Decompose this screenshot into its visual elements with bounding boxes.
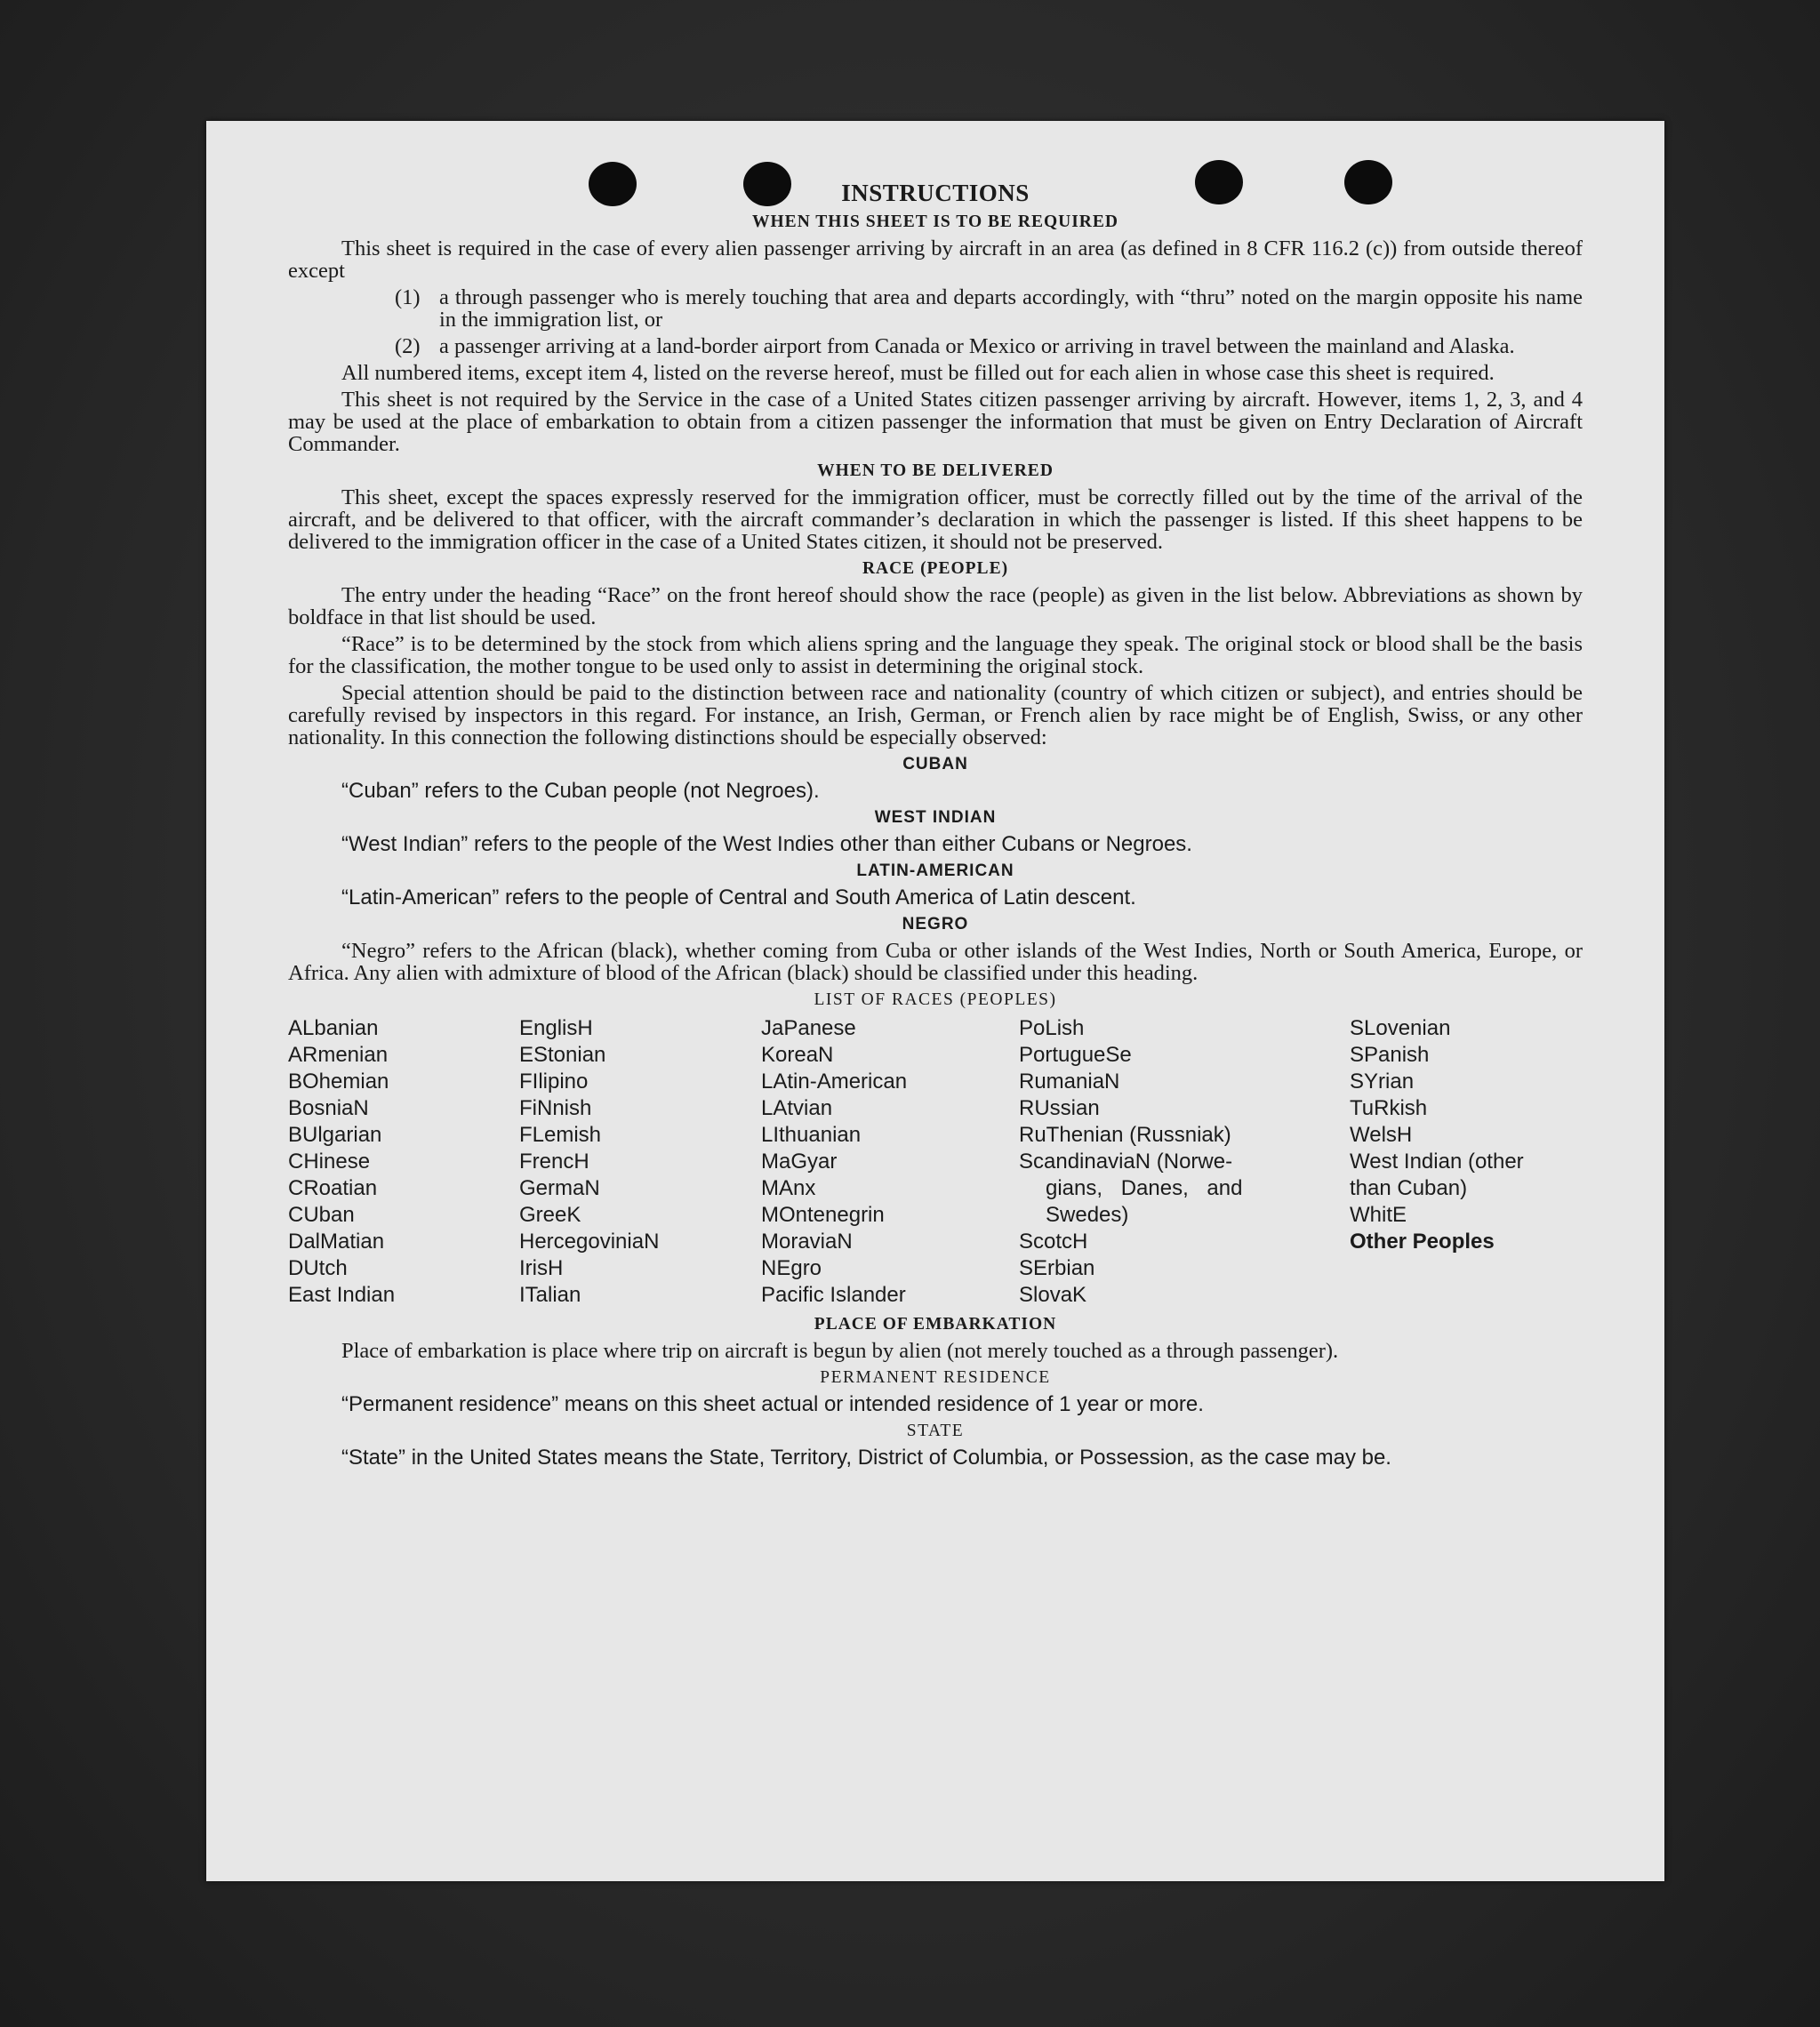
numbered-items-paragraph: All numbered items, except item 4, listed on the reverse hereof, must be filled out for each alien in whose case this sheet is required.: [341, 361, 1495, 385]
race-entry: HercegoviniaN: [519, 1230, 660, 1254]
race-entry: GreeK: [519, 1203, 581, 1227]
cuban-text: “Cuban” refers to the Cuban people (not Negroes).: [341, 779, 820, 803]
race-entry: ScotcH: [1019, 1230, 1088, 1254]
race-entry: BosniaN: [288, 1096, 369, 1120]
race-entry: SErbian: [1019, 1256, 1095, 1280]
race-entry: IrisH: [519, 1256, 564, 1280]
section-heading-west-indian: WEST INDIAN: [874, 808, 997, 827]
item-text: a through passenger who is merely touching that area and departs accordingly, with “thru” noted on the margin opposite his name in the immigration list, or: [439, 285, 1583, 332]
races-column: [1019, 1015, 1350, 1309]
race-entry: CRoatian: [288, 1176, 378, 1200]
race-entry: LAtin-American: [761, 1070, 908, 1094]
item-number: (2): [395, 334, 421, 358]
state-text: “State” in the United States means the State, Territory, District of Columbia, or Possession, as the case may be.: [341, 1446, 1391, 1470]
race-entry: MOntenegrin: [761, 1203, 885, 1227]
race-entry: FiNnish: [519, 1096, 592, 1120]
race-entry: FLemish: [519, 1123, 602, 1147]
race-entry: DUtch: [288, 1256, 348, 1280]
section-heading-latin-american: LATIN-AMERICAN: [856, 861, 1014, 880]
race-entry: PoLish: [1019, 1016, 1085, 1040]
race-entry: ALbanian: [288, 1016, 379, 1040]
race-entry: FrencH: [519, 1150, 589, 1174]
races-column: [519, 1015, 761, 1309]
race-entry: MaGyar: [761, 1150, 838, 1174]
section-heading-when-required: WHEN THIS SHEET IS TO BE REQUIRED: [752, 212, 1118, 231]
section-heading-when-delivered: WHEN TO BE DELIVERED: [817, 461, 1054, 480]
race-entry: EStonian: [519, 1043, 606, 1067]
race-entry: BUlgarian: [288, 1123, 382, 1147]
race-entry: than Cuban): [1350, 1176, 1468, 1200]
races-column: [761, 1015, 1019, 1309]
section-heading-state: STATE: [906, 1422, 965, 1440]
race-entry: RuThenian (Russniak): [1019, 1123, 1231, 1147]
race-entry: CUban: [288, 1203, 355, 1227]
page-title: INSTRUCTIONS: [841, 180, 1030, 206]
citizen-paragraph: This sheet is not required by the Service in the case of a United States citizen passenger arriving by aircraft. However, items 1, 2, 3, and 4 may be used at the place of embarkation to obtain from a citizen passenger the information that must be given on Entry Declaration of Aircraft Commander.: [288, 388, 1583, 456]
race-entry: WhitE: [1350, 1203, 1407, 1227]
race-entry: ScandinaviaN (Norwe-: [1019, 1150, 1233, 1174]
race-entry: SPanish: [1350, 1043, 1430, 1067]
section-heading-list-of-races: LIST OF RACES (PEOPLES): [814, 990, 1057, 1009]
races-column: [1350, 1015, 1583, 1309]
when-required-intro: This sheet is required in the case of every alien passenger arriving by aircraft in an area (as defined in 8 CFR 116.2 (c)) from outside thereof except: [288, 236, 1583, 283]
section-heading-cuban: CUBAN: [902, 755, 968, 773]
section-heading-embarkation: PLACE OF EMBARKATION: [814, 1315, 1057, 1334]
exception-item: [395, 286, 1583, 331]
race-entry: Swedes): [1046, 1203, 1129, 1227]
race-entry: EnglisH: [519, 1016, 593, 1040]
item-number: (1): [395, 285, 421, 309]
race-entry: SYrian: [1350, 1070, 1415, 1094]
latin-american-text: “Latin-American” refers to the people of Central and South America of Latin descent.: [341, 885, 1136, 909]
race-entry: BOhemian: [288, 1070, 389, 1094]
race-entry: WelsH: [1350, 1123, 1413, 1147]
west-indian-text: “West Indian” refers to the people of the West Indies other than either Cubans or Negroes.: [341, 832, 1192, 856]
race-entry: GermaN: [519, 1176, 600, 1200]
race-entry: MAnx: [761, 1176, 816, 1200]
race-entry: DalMatian: [288, 1230, 385, 1254]
race-entry: JaPanese: [761, 1016, 856, 1040]
race-entry: gians, Danes, and: [1046, 1176, 1243, 1200]
residence-text: “Permanent residence” means on this sheet actual or intended residence of 1 year or more.: [341, 1392, 1204, 1416]
race-paragraph-2: “Race” is to be determined by the stock from which aliens spring and the language they speak. The original stock or blood shall be the basis for the classification, the mother tongue to be used only to assist in determining the original stock.: [288, 632, 1583, 678]
exception-item: [395, 335, 1583, 357]
race-entry: Pacific Islander: [761, 1283, 906, 1307]
races-list: [288, 1015, 1583, 1309]
race-entry: TuRkish: [1350, 1096, 1428, 1120]
when-delivered-text: This sheet, except the spaces expressly reserved for the immigration officer, must be correctly filled out by the time of the arrival of the aircraft, and be delivered to that officer, with the aircraft commander’s declaration in which the passenger is listed. If this sheet happens to be delivered to the immigration officer in the case of a United States citizen, it should not be preserved.: [288, 485, 1583, 554]
section-heading-residence: PERMANENT RESIDENCE: [820, 1368, 1051, 1387]
item-text: a passenger arriving at a land-border airport from Canada or Mexico or arriving in travel between the mainland and Alaska.: [439, 334, 1515, 358]
race-paragraph-3: Special attention should be paid to the distinction between race and nationality (country of which citizen or subject), and entries should be carefully revised by inspectors in this regard. For instance, an Irish, German, or French alien by race might be of English, Swiss, or any other nationality. In this connection the following distinctions should be especially observed:: [288, 681, 1583, 749]
race-entry: West Indian (other: [1350, 1150, 1524, 1174]
document-sheet: [206, 121, 1664, 1881]
race-entry: LAtvian: [761, 1096, 833, 1120]
races-column: [288, 1015, 519, 1309]
race-entry: ARmenian: [288, 1043, 389, 1067]
race-entry: MoraviaN: [761, 1230, 853, 1254]
race-entry: LIthuanian: [761, 1123, 862, 1147]
race-entry: SLovenian: [1350, 1016, 1451, 1040]
section-heading-negro: NEGRO: [902, 915, 969, 933]
race-entry: PortugueSe: [1019, 1043, 1132, 1067]
race-entry-other-peoples: Other Peoples: [1350, 1230, 1495, 1254]
embarkation-text: Place of embarkation is place where trip on aircraft is begun by alien (not merely touched as a through passenger).: [341, 1339, 1339, 1363]
race-entry: NEgro: [761, 1256, 822, 1280]
race-entry: CHinese: [288, 1150, 371, 1174]
race-entry: East Indian: [288, 1283, 396, 1307]
race-entry: FIlipino: [519, 1070, 589, 1094]
race-entry: RUssian: [1019, 1096, 1100, 1120]
negro-text: “Negro” refers to the African (black), whether coming from Cuba or other islands of the West Indies, North or South America, Europe, or Africa. Any alien with admixture of blood of the African (black) should be classified under this heading.: [288, 939, 1583, 985]
race-entry: ITalian: [519, 1283, 581, 1307]
race-paragraph-1: The entry under the heading “Race” on the front hereof should show the race (people) as given in the list below. Abbreviations as shown by boldface in that list should be used.: [288, 583, 1583, 629]
race-entry: SlovaK: [1019, 1283, 1087, 1307]
section-heading-race: RACE (PEOPLE): [862, 559, 1009, 578]
document-content: [288, 180, 1583, 1473]
race-entry: RumaniaN: [1019, 1070, 1120, 1094]
race-entry: KoreaN: [761, 1043, 834, 1067]
